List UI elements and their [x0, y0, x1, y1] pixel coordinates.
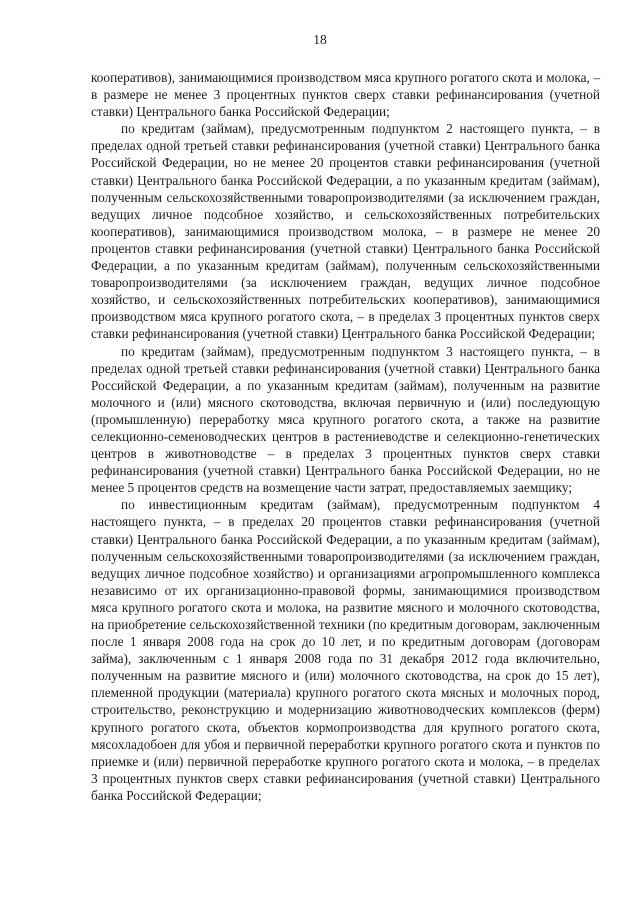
paragraph-continuation: кооперативов), занимающимися производством мяса крупного рогатого скота и молока, – в размере не менее 3 процентных пунктов сверх ставки рефинансирования (учетной ставки) Центрального банка Российской Федерации;	[91, 70, 600, 120]
paragraph-subparagraph-2-credits: по кредитам (займам), предусмотренным подпунктом 2 настоящего пункта, – в пределах одной третьей ставки рефинансирования (учетной ставки) Центрального банка Российской Федерации, но не менее 20 процентов ставки рефинансирования (учетной ставки) Центрального банка Российской Федерации, а по указанным кредитам (займам), полученным сельскохозяйственными товаропроизводителями (за исключением граждан, ведущих личное подсобное хозяйство, и сельскохозяйственных потребительских кооперативов), занимающимися производством молока, – в размере не менее 20 процентов ставки рефинансирования (учетной ставки) Центрального банка Российской Федерации, а по указанным кредитам (займам), полученным сельскохозяйственными товаропроизводителями (за исключением граждан, ведущих личное подсобное хозяйство, и сельскохозяйственных потребительских кооперативов), занимающимися производством мяса крупного рогатого скота, – в пределах 3 процентных пунктов сверх ставки рефинансирования (учетной ставки) Центрального банка Российской Федерации;	[91, 121, 600, 342]
document-body	[91, 69, 600, 804]
paragraph-subparagraph-3-credits: по кредитам (займам), предусмотренным подпунктом 3 настоящего пункта, – в пределах одной третьей ставки рефинансирования (учетной ставки) Центрального банка Российской Федерации, а по указанным кредитам (займам), полученным на развитие молочного и (или) мясного скотоводства, включая первичную и (или) последующую (промышленную) переработку мяса крупного рогатого скота, а также на развитие селекционно-семеноводческих центров в растениеводстве и селекционно-генетических центров в животноводстве – в пределах 3 процентных пунктов сверх ставки рефинансирования (учетной ставки) Центрального банка Российской Федерации, но не менее 5 процентов средств на возмещение части затрат, предоставляемых заемщику;	[91, 343, 600, 496]
page-number: 18	[313, 32, 327, 47]
paragraph-subparagraph-4-investment-credits: по инвестиционным кредитам (займам), предусмотренным подпунктом 4 настоящего пункта, – в пределах 20 процентов ставки рефинансирования (учетной ставки) Центрального банка Российской Федерации, а по указанным кредитам (займам), полученным сельскохозяйственными товаропроизводителями (за исключением граждан, ведущих личное подсобное хозяйство) и организациями агропромышленного комплекса независимо от их организационно-правовой формы, занимающимися производством мяса крупного рогатого скота и молока, на развитие мясного и молочного скотоводства, на приобретение сельскохозяйственной техники (по кредитным договорам, заключенным после 1 января 2008 года на срок до 10 лет, и по кредитным договорам (договорам займа), заключенным с 1 января 2008 года по 31 декабря 2012 года включительно, полученным на развитие мясного и (или) молочного скотоводства, на срок до 15 лет), племенной продукции (материала) крупного рогатого скота мясных и молочных пород, строительство, реконструкцию и модернизацию животноводческих комплексов (ферм) крупного рогатого скота, объектов кормопроизводства для крупного рогатого скота, мясохладобоен для убоя и первичной переработки крупного рогатого скота и пунктов по приемке и (или) первичной переработке крупного рогатого скота и молока, – в пределах 3 процентных пунктов сверх ставки рефинансирования (учетной ставки) Центрального банка Российской Федерации;	[91, 497, 600, 803]
